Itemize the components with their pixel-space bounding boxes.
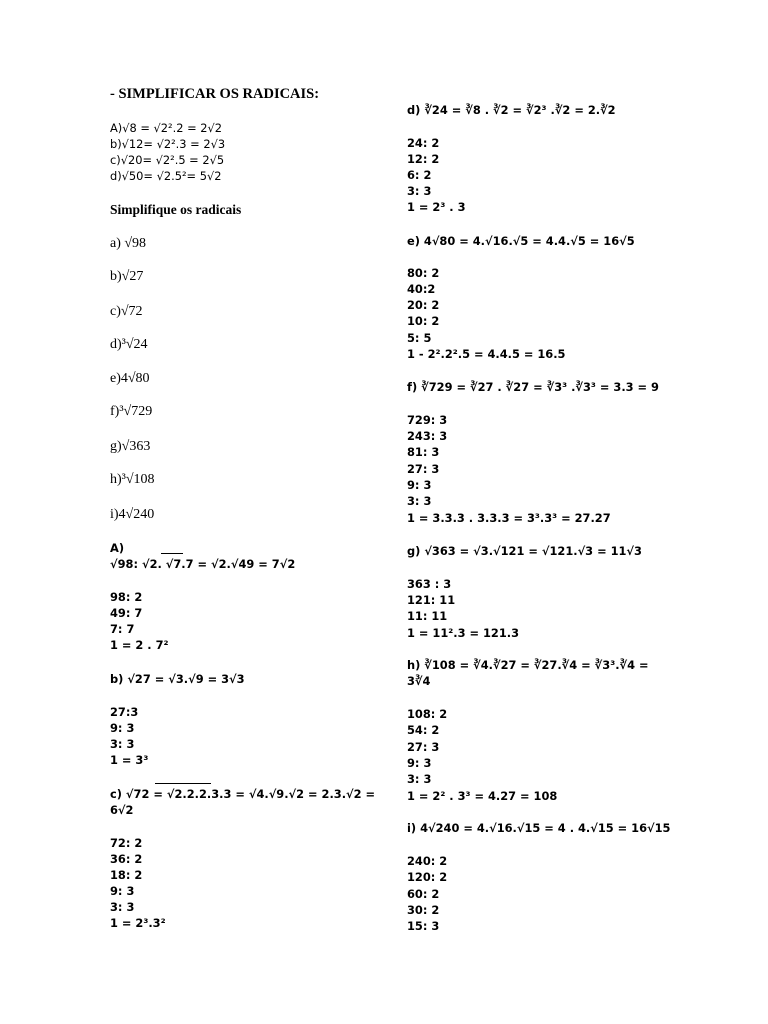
factor-line: 3: 3 <box>110 900 135 914</box>
answer-c-line: c) √72 = √2.2.2.3.3 = √4.√9.√2 = 2.3.√2 = <box>110 787 376 801</box>
answer-f-line: f) ∛729 = ∛27 . ∛27 = ∛3³ .∛3³ = 3.3 = 9 <box>407 380 659 394</box>
factor-line: 5: 5 <box>407 331 432 345</box>
factor-result: 1 = 11².3 = 121.3 <box>407 626 519 640</box>
answer-b-line: b) √27 = √3.√9 = 3√3 <box>110 672 245 686</box>
exercise-g: g)√363 <box>110 439 151 454</box>
factor-line: 40:2 <box>407 282 436 296</box>
factor-line: 108: 2 <box>407 707 448 721</box>
factor-line: 60: 2 <box>407 887 440 901</box>
factor-line: 3: 3 <box>407 494 432 508</box>
factor-line: 9: 3 <box>110 721 135 735</box>
factor-line: 243: 3 <box>407 429 448 443</box>
answer-i-line: i) 4√240 = 4.√16.√15 = 4 . 4.√15 = 16√15 <box>407 821 671 835</box>
answer-a-line: √98: √2. √7.7 = √2.√49 = 7√2 <box>110 557 296 571</box>
factor-result: 1 = 2³ . 3 <box>407 200 466 214</box>
exercise-i: i)4√240 <box>110 507 155 522</box>
factor-line: 49: 7 <box>110 606 143 620</box>
factor-line: 27: 3 <box>407 740 440 754</box>
factor-line: 3: 3 <box>407 184 432 198</box>
answer-d-line: d) ∛24 = ∛8 . ∛2 = ∛2³ .∛2 = 2.∛2 <box>407 103 616 117</box>
factor-line: 15: 3 <box>407 919 440 933</box>
example-c: c)√20= √2².5 = 2√5 <box>110 153 225 167</box>
factor-line: 72: 2 <box>110 836 143 850</box>
exercise-f: f)³√729 <box>110 404 153 419</box>
radical-vinculum <box>155 783 211 784</box>
radical-vinculum <box>161 553 183 554</box>
factor-line: 30: 2 <box>407 903 440 917</box>
factor-line: 3: 3 <box>110 737 135 751</box>
factor-line: 3: 3 <box>407 772 432 786</box>
exercise-c: c)√72 <box>110 304 143 319</box>
factor-result: 1 = 2³.3² <box>110 916 166 930</box>
factor-line: 81: 3 <box>407 445 440 459</box>
factor-line: 6: 2 <box>407 168 432 182</box>
factor-line: 54: 2 <box>407 723 440 737</box>
factor-line: 729: 3 <box>407 413 448 427</box>
factor-line: 9: 3 <box>110 884 135 898</box>
factor-result: 1 - 2².2².5 = 4.4.5 = 16.5 <box>407 347 566 361</box>
factor-line: 27: 3 <box>407 462 440 476</box>
answer-a-label: A) <box>110 541 125 555</box>
factor-result: 1 = 2² . 3³ = 4.27 = 108 <box>407 789 558 803</box>
answer-h-line-cont: 3∛4 <box>407 674 431 688</box>
answer-g-line: g) √363 = √3.√121 = √121.√3 = 11√3 <box>407 544 642 558</box>
factor-line: 11: 11 <box>407 609 448 623</box>
exercise-d: d)³√24 <box>110 337 148 352</box>
factor-line: 7: 7 <box>110 622 135 636</box>
exercise-b: b)√27 <box>110 269 144 284</box>
factor-line: 12: 2 <box>407 152 440 166</box>
answer-e-line: e) 4√80 = 4.√16.√5 = 4.4.√5 = 16√5 <box>407 234 635 248</box>
factor-result: 1 = 3.3.3 . 3.3.3 = 3³.3³ = 27.27 <box>407 511 611 525</box>
factor-line: 9: 3 <box>407 478 432 492</box>
exercise-a: a) √98 <box>110 236 147 251</box>
factor-line: 36: 2 <box>110 852 143 866</box>
factor-line: 363 : 3 <box>407 577 452 591</box>
example-d: d)√50= √2.5²= 5√2 <box>110 169 222 183</box>
factor-line: 121: 11 <box>407 593 456 607</box>
answer-h-line: h) ∛108 = ∛4.∛27 = ∛27.∛4 = ∛3³.∛4 = <box>407 658 649 672</box>
example-b: b)√12= √2².3 = 2√3 <box>110 137 226 151</box>
factor-result: 1 = 2 . 7² <box>110 638 169 652</box>
factor-line: 120: 2 <box>407 870 448 884</box>
section-subtitle: Simplifique os radicais <box>110 202 242 217</box>
factor-line: 27:3 <box>110 705 139 719</box>
example-a: A)√8 = √2².2 = 2√2 <box>110 121 223 135</box>
factor-line: 10: 2 <box>407 314 440 328</box>
factor-line: 20: 2 <box>407 298 440 312</box>
exercise-e: e)4√80 <box>110 371 150 386</box>
exercise-h: h)³√108 <box>110 472 155 487</box>
answer-c-line-cont: 6√2 <box>110 803 134 817</box>
factor-result: 1 = 3³ <box>110 753 149 767</box>
factor-line: 24: 2 <box>407 136 440 150</box>
factor-line: 98: 2 <box>110 590 143 604</box>
factor-line: 80: 2 <box>407 266 440 280</box>
page-title: - SIMPLIFICAR OS RADICAIS: <box>110 86 320 102</box>
factor-line: 240: 2 <box>407 854 448 868</box>
factor-line: 18: 2 <box>110 868 143 882</box>
factor-line: 9: 3 <box>407 756 432 770</box>
